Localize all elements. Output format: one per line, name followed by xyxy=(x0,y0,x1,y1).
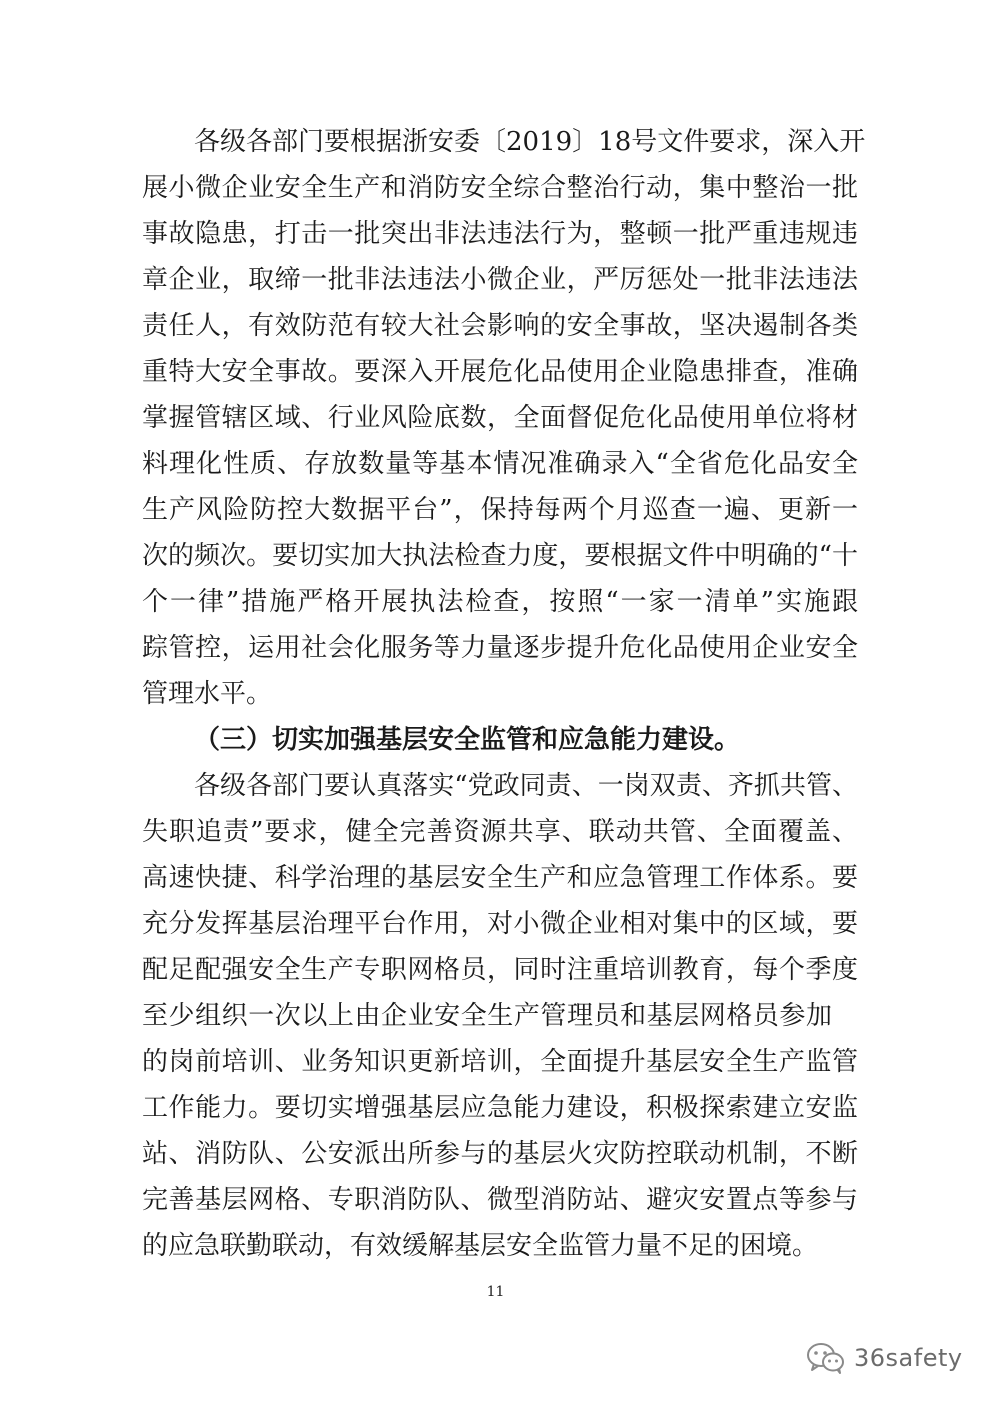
paragraph-line: 踪管控，运用社会化服务等力量逐步提升危化品使用企业安全 xyxy=(142,633,858,663)
paragraph-line: 的应急联勤联动，有效缓解基层安全监管力量不足的困境。 xyxy=(142,1231,819,1261)
paragraph-line: 工作能力。要切实增强基层应急能力建设，积极探索建立安监 xyxy=(142,1093,858,1123)
paragraph-line: 失职追责”要求，健全完善资源共享、联动共管、全面覆盖、 xyxy=(142,817,858,847)
paragraph-line: 各级各部门要认真落实“党政同责、一岗双责、齐抓共管、 xyxy=(194,771,858,801)
section-heading: （三）切实加强基层安全监管和应急能力建设。 xyxy=(194,725,741,755)
paragraph-line: 生产风险防控大数据平台”，保持每两个月巡查一遍、更新一 xyxy=(142,495,858,525)
paragraph-line: 重特大安全事故。要深入开展危化品使用企业隐患排查，准确 xyxy=(142,357,858,387)
wechat-logo-icon xyxy=(806,1341,846,1375)
paragraph-line: 责任人，有效防范有较大社会影响的安全事故，坚决遏制各类 xyxy=(142,311,858,341)
paragraph-line: 各级各部门要根据浙安委〔2019〕18号文件要求，深入开 xyxy=(194,127,866,157)
paragraph-line: 掌握管辖区域、行业风险底数，全面督促危化品使用单位将材 xyxy=(142,403,858,433)
paragraph-line: 料理化性质、存放数量等基本情况准确录入“全省危化品安全 xyxy=(142,449,858,479)
paragraph-line: 充分发挥基层治理平台作用，对小微企业相对集中的区域，要 xyxy=(142,909,858,939)
paragraph-line: 管理水平。 xyxy=(142,679,273,709)
paragraph-line: 的岗前培训、业务知识更新培训，全面提升基层安全生产监管 xyxy=(142,1047,858,1077)
paragraph-line: 站、消防队、公安派出所参与的基层火灾防控联动机制，不断 xyxy=(142,1139,858,1169)
paragraph-line: 展小微企业安全生产和消防安全综合整治行动，集中整治一批 xyxy=(142,173,858,203)
paragraph-line: 个一律”措施严格开展执法检查，按照“一家一清单”实施跟 xyxy=(142,587,858,617)
paragraph-line: 章企业，取缔一批非法违法小微企业，严厉惩处一批非法违法 xyxy=(142,265,858,295)
page-number: 11 xyxy=(486,1284,505,1300)
paragraph-line: 事故隐患，打击一批突出非法违法行为，整顿一批严重违规违 xyxy=(142,219,858,249)
paragraph-line: 次的频次。要切实加大执法检查力度，要根据文件中明确的“十 xyxy=(142,541,858,571)
paragraph-line: 配足配强安全生产专职网格员，同时注重培训教育，每个季度 xyxy=(142,955,858,985)
paragraph-line: 高速快捷、科学治理的基层安全生产和应急管理工作体系。要 xyxy=(142,863,858,893)
paragraph-line: 完善基层网格、专职消防队、微型消防站、避灾安置点等参与 xyxy=(142,1185,858,1215)
paragraph-line: 至少组织一次以上由企业安全生产管理员和基层网格员参加 xyxy=(142,1001,832,1031)
watermark-text: 36safety xyxy=(854,1344,963,1372)
watermark xyxy=(806,1338,963,1378)
